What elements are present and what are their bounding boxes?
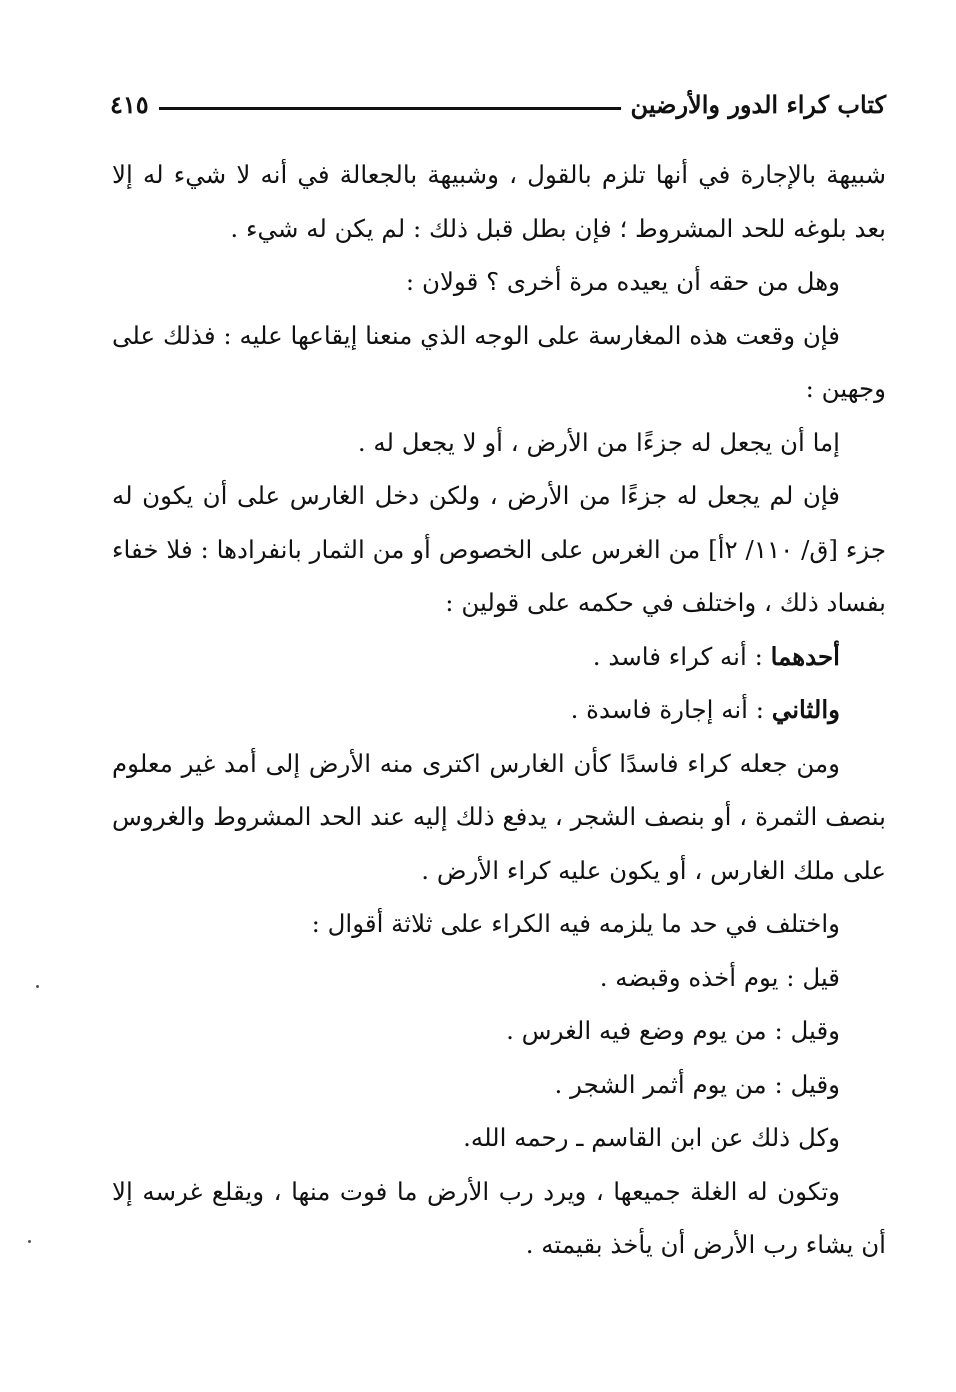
- paragraph-text: قيل : يوم أخذه وقبضه .: [599, 962, 840, 992]
- paragraph-text: وقيل : من يوم وضع فيه الغرس .: [506, 1016, 840, 1045]
- paragraph-10: [112, 951, 886, 1005]
- paragraph-11: [112, 1004, 886, 1058]
- paragraph-text: فإن لم يجعل له جزءًا من الأرض ، ولكن دخل الغارس على أن يكون له جزء [ق/ ١١٠/ ٢أ] من الغرس على الخصوص أو من الثمار بانفرادها : فلا خفاء بفساد ذلك ، واختلف في حكمه على قولين :: [112, 481, 887, 617]
- paragraph-text: وتكون له الغلة جميعها ، ويرد رب الأرض ما فوت منها ، ويقلع غرسه إلا أن يشاء رب الأرض أن يأخذ بقيمته .: [112, 1176, 886, 1259]
- paragraph-text: واختلف في حد ما يلزمه فيه الكراء على ثلاثة أقوال :: [311, 909, 840, 938]
- paragraph-text: شبيهة بالإجارة في أنها تلزم بالقول ، وشبيهة بالجعالة في أنه لا شيء له إلا بعد بلوغه للحد المشروط ؛ فإن بطل قبل ذلك : لم يكن له شيء .: [112, 160, 886, 243]
- page-number: ٤١٥: [110, 89, 149, 119]
- paragraph-12: [112, 1058, 886, 1112]
- running-title: كتاب كراء الدور والأرضين: [630, 89, 886, 119]
- scan-speck: [28, 1240, 31, 1243]
- paragraph-lead: أحدهما: [770, 641, 840, 671]
- paragraph-text: وكل ذلك عن ابن القاسم ـ رحمه الله.: [463, 1123, 840, 1152]
- paragraph-text: إما أن يجعل له جزءًا من الأرض ، أو لا يجعل له .: [357, 427, 840, 457]
- body-text: [112, 148, 886, 1272]
- paragraph-2: [112, 255, 886, 309]
- paragraph-5: [112, 469, 886, 630]
- paragraph-text: : أنه إجارة فاسدة .: [570, 695, 772, 724]
- header-rule: [159, 107, 621, 110]
- paragraph-text: وهل من حقه أن يعيده مرة أخرى ؟ قولان :: [405, 267, 840, 296]
- paragraph-lead: والثاني: [771, 695, 840, 724]
- paragraph-3: [112, 309, 886, 416]
- paragraph-8: [112, 737, 886, 898]
- paragraph-text: : أنه كراء فاسد .: [592, 641, 771, 671]
- scan-speck: [36, 985, 39, 988]
- paragraph-6: [112, 630, 886, 684]
- paragraph-13: [112, 1111, 886, 1165]
- running-header: [110, 84, 886, 124]
- paragraph-4: [112, 416, 886, 470]
- paragraph-1: [112, 148, 886, 255]
- paragraph-text: وقيل : من يوم أثمر الشجر .: [554, 1069, 840, 1099]
- paragraph-text: ومن جعله كراء فاسدًا كأن الغارس اكترى منه الأرض إلى أمد غير معلوم بنصف الثمرة ، أو بنصف الشجر ، يدفع ذلك إليه عند الحد المشروط والغروس على ملك الغارس ، أو يكون عليه كراء الأرض .: [112, 748, 886, 885]
- paragraph-7: [112, 683, 886, 737]
- paragraph-text: فإن وقعت هذه المغارسة على الوجه الذي منعنا إيقاعها عليه : فذلك على وجهين :: [112, 320, 886, 403]
- paragraph-14: [112, 1165, 886, 1272]
- paragraph-9: [112, 897, 886, 951]
